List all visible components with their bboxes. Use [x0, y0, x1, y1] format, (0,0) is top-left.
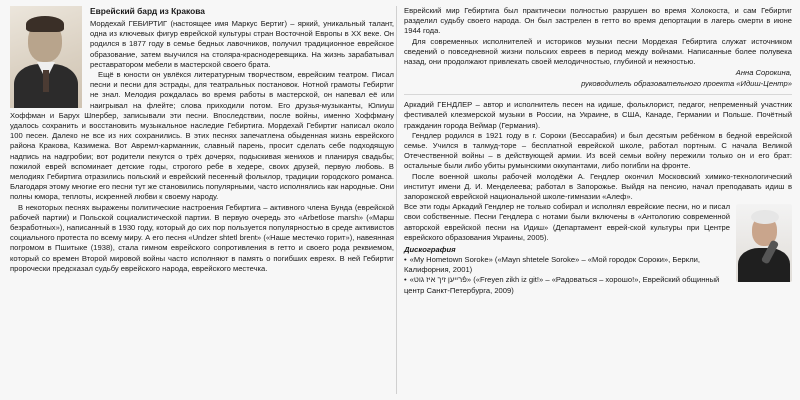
bullet-icon: •: [404, 255, 407, 265]
discography-list: [404, 255, 792, 296]
column-divider: [396, 6, 397, 394]
left-paragraph-2: Ещё в юности он увлёкся литературным творчеством, еврейским театром. Писал песни и песни для эстрады, для театральных постановок. Нотной грамоты Гебиртиг не знал. Мелодия рождалась во время работы в мастерской, он напевал её или наигрывал на флейте; слова приходили потом. Его друзья-музыканты, Юлиуш Хоффман и Барух Шпербер, записывали эти песни. Впоследствии, после войны, именно Хоффману удалось сохранить и восстановить музыкальное наследие Гебиртига. Мордехай Гебиртиг написал около 100 песен. Далеко не все из них сохранились. В этих песнях запечатлена обыденная жизнь еврейского района Кракова, Казимежа. Вот Авремл-карманник, славный парень, просит сделать себе подходящую надпись на надгробии; вот родители пекутся о трёх дочерях, подыскивая женихов и планируя свадьбы; пожилой еврей вспоминает детские годы, строгого ребе в хедере, своих друзей, первую любовь. В мелодиях Гебиртига отразились польский и еврейский песенный фольклор, традиции городского романса. Благодаря этому многие его песни тут же становились популярными, часто исполнялись как народные. Они полны юмора, теплоты, искренней любви к своему народу.: [10, 70, 394, 202]
bio-paragraph-3: После военной школы рабочей молодёжи А. Гендлер окончил Московский химико-технологический институт имени Д. И. Менделеева; работал в Запорожье. Выйдя на пенсию, начал преподавать идиш в запорожской еврейской национальной школе-гимназии «Алеф».: [404, 171, 792, 202]
right-column: [404, 6, 792, 296]
bio-paragraph-4: Все эти годы Аркадий Гендлер не только собирал и исполнял еврейские песни, но и писал свои собственные. Песни Гендлера с нотами были включены в «Антологию современной авторской еврейской песни на Идиш» (Департамент еврей-ской культуры при Центре еврейского образования Украины, 2005).: [404, 202, 730, 242]
right-intro-1: Еврейский мир Гебиртига был практически полностью разрушен во время Холокоста, и сам Гебиртиг разделил судьбу своего народа. Он был застрелен в гетто во время депортации в лагерь смерти в июне 1944 года.: [404, 6, 792, 36]
right-intro-2: Для современных исполнителей и историков музыки песни Мордехая Гебиртига служат источником сведений о повседневной жизни польских евреев в период между войнами. Написанные более полувека назад, они продолжают привлекать своей мелодичностью, глубиной и нежностью.: [404, 36, 792, 67]
left-paragraph-3: В некоторых песнях выражены политические настроения Гебиртига – активного члена Бунда (еврейской рабочей партии) и Польской социалистической партии. В первую очередь это «Arbetlose marsh» («Марш безработных»), написанный в 1930 году, который до сих пор пользуется популярностью в среде активистов социального протеста по всему миру. А его песня «Undzer shtetl brent» («Наше местечко горит»), навеянная погромом в Пшитыке (1938), стала гимном еврейского сопротивления в гетто и своего рода реквиемом, который со времен Второй мировой войны часто исполняют в память о погибших евреях. В ней Гебиртиг пророчески предсказал судьбу еврейского народа, еврейского местечка.: [10, 202, 394, 273]
bio-paragraph-2: Гендлер родился в 1921 году в г. Сороки (Бессарабия) и был десятым ребёнком в бедной еврейской семье. Учился в талмуд-торе – бесплатной еврейской школе, работал портным. С начала Великой Отечественной войны – в действующей армии. Из всей семьи войну пережили только он и его брат: остальные были либо убиты румынскими оккупантами, либо погибли на фронте.: [404, 130, 792, 171]
gebirtig-portrait: [10, 6, 82, 108]
gendler-photo: [736, 204, 792, 282]
discography-item: [404, 275, 792, 295]
discography-item-text: «My Hometown Soroke» («Mayn shtetele Soroke» – «Мой городок Сороки», Беркли, Калифорния, 2001): [404, 255, 700, 275]
signature-role: руководитель образовательного проекта «Идиш-Центр»: [581, 79, 792, 89]
section-separator: [404, 94, 792, 95]
portrait-hair: [26, 16, 64, 32]
portrait-tie: [43, 70, 49, 92]
left-paragraph-1: Мордехай ГЕБИРТИГ (настоящее имя Маркус Бертиг) – яркий, уникальный талант, одна из ключевых фигур еврейской культуры стран Восточной Европы в XX веке. Он родился в 1877 году в семье бедных лавочников, получил традиционное еврейское образование, затем выучился на столяра-краснодеревщика. На жизнь зарабатывал реставратором мебели в мастерской своего брата.: [90, 19, 394, 69]
left-section-title: Еврейский бард из Кракова: [90, 6, 205, 16]
signature-name: Анна Сорокина,: [735, 68, 792, 78]
bio-paragraph-1: Аркадий ГЕНДЛЕР – автор и исполнитель песен на идише, фольклорист, педагог, непременный участник фестивалей клезмерской музыки в России, на Украине, в США, Канаде, Германии и Польше. Почётный гражданин города Веймар (Германия).: [404, 100, 792, 130]
bullet-icon: •: [404, 275, 407, 285]
left-column: [10, 6, 394, 274]
discography-item-text: «פֿרײען זיך איז גוט» («Freyen zikh iz git!» – «Радоваться – хорошо!», Еврейский общинный центр Санкт-Петербурга, 2009): [404, 275, 720, 295]
discography-item: [404, 255, 792, 275]
discography-title: Дискография: [404, 245, 456, 255]
